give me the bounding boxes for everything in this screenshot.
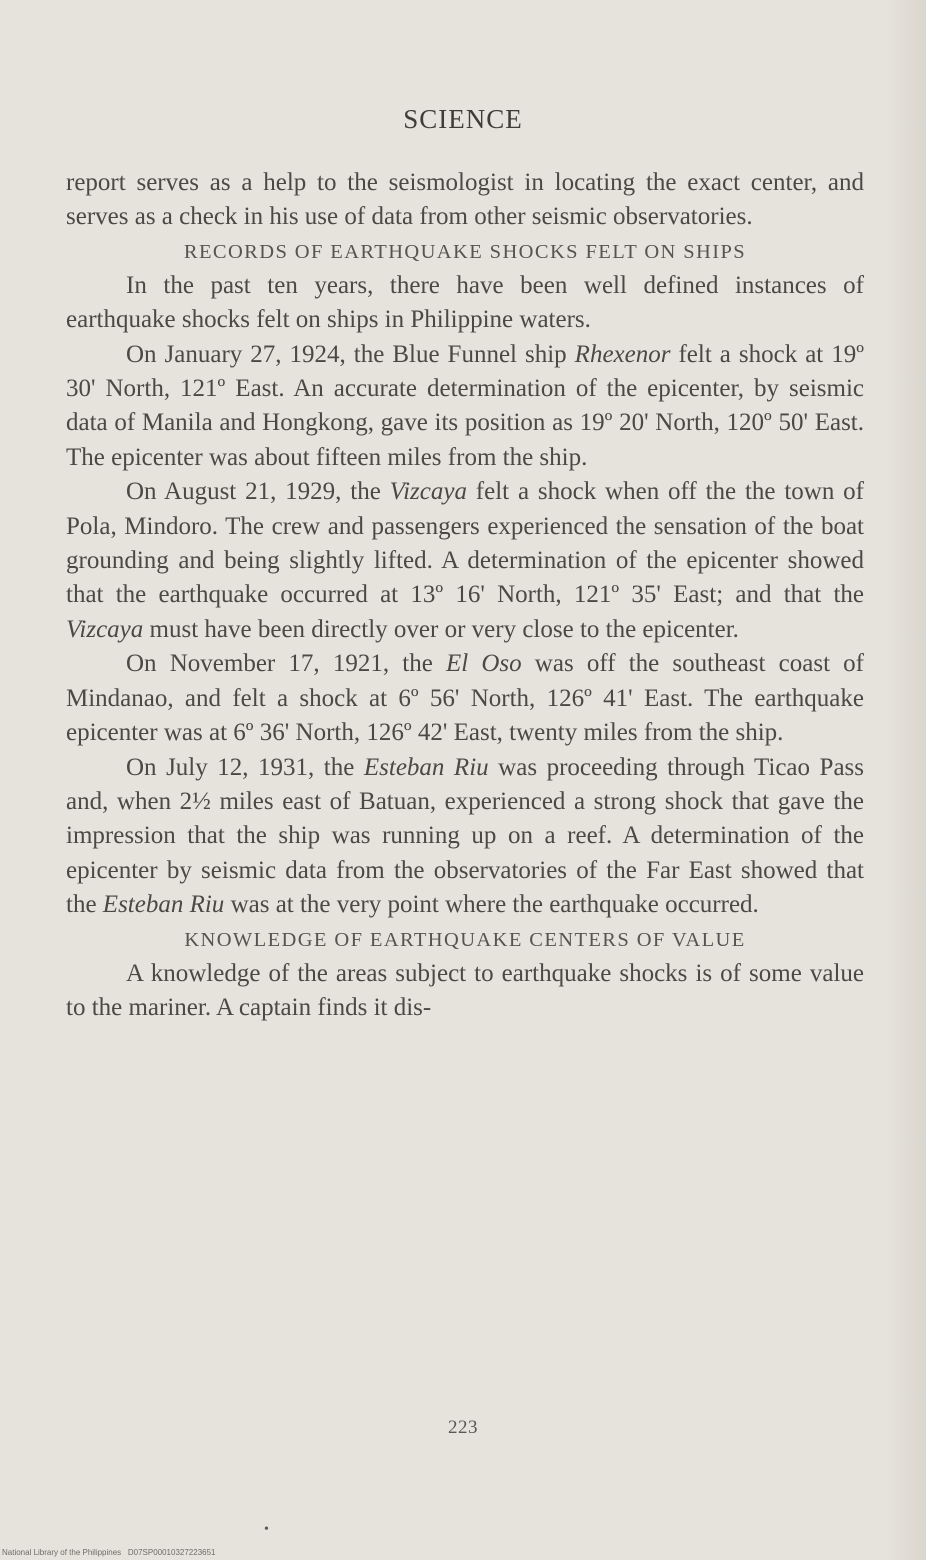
section-heading-records: RECORDS OF EARTHQUAKE SHOCKS FELT ON SHIPS — [183, 240, 747, 263]
stray-mark: • — [264, 1522, 269, 1537]
text-run: must have been directly over or very close to the epicenter. — [143, 615, 739, 643]
page-number: 223 — [448, 1417, 478, 1438]
page-edge-shadow — [886, 0, 926, 1560]
text-run: On January 27, 1924, the Blue Funnel ship — [126, 340, 575, 368]
ship-name: Vizcaya — [66, 615, 144, 643]
scan-credit — [2, 1548, 216, 1557]
paragraph-el-oso — [66, 647, 864, 750]
paragraph-esteban-riu — [66, 751, 864, 923]
paragraph-past-ten-years: In the past ten years, there have been well defined instances of earthquake shocks felt on ships in Philippine waters. — [66, 271, 864, 334]
paragraph-knowledge: A knowledge of the areas subject to earthquake shocks is of some value to the mariner. A captain finds it dis- — [66, 959, 864, 1021]
page-body — [66, 166, 864, 1025]
text-run: was at the very point where the earthquake occurred. — [224, 891, 759, 919]
intro-paragraph: report serves as a help to the seismologist in locating the exact center, and serves as a check in his use of data from other seismic observatories. — [66, 169, 864, 231]
text-run: felt a shock when off the the town of Pola, Mindoro. The crew and passengers experienced the sensation of the boat grounding and being slightly lifted. A determination of the epicenter showed that the earthquake occurred at 13º 16' North, 121º 35' East; and that the — [66, 478, 864, 609]
ship-name: Vizcaya — [389, 478, 467, 506]
ship-name: El Oso — [445, 650, 522, 678]
library-credit: National Library of the Philippines — [2, 1548, 122, 1557]
text-run: On July 12, 1931, the — [126, 753, 364, 781]
scan-identifier: D07SP00010327223651 — [127, 1548, 216, 1557]
text-run: felt a shock at 19º 30' North, 121º East. An accurate determination of the epicenter, by seismic data of Manila and Hongkong, gave its position as 19º 20' North, 120º 50' East. The epicenter was about fifteen miles from the ship. — [66, 340, 864, 471]
paragraph-rhexenor — [66, 338, 864, 476]
running-header: SCIENCE — [403, 104, 523, 134]
text-run: On August 21, 1929, the — [126, 478, 390, 506]
text-run: On November 17, 1921, the — [126, 650, 446, 678]
paragraph-vizcaya — [66, 475, 864, 647]
section-heading-knowledge: KNOWLEDGE OF EARTHQUAKE CENTERS OF VALUE — [184, 928, 746, 951]
ship-name: Esteban Riu — [363, 753, 489, 781]
text-run: was off the southeast coast of Mindanao, and felt a shock at 6º 56' North, 126º 41' East. The earthquake epicenter was at 6º 36' North, 126º 42' East, twenty miles from the ship. — [66, 650, 865, 747]
ship-name: Esteban Riu — [102, 891, 225, 919]
text-run: was proceeding through Ticao Pass and, when 2½ miles east of Batuan, experienced a strong shock that gave the impression that the ship was running up on a reef. A determination of the epicenter by seismic data from the observatories of the Far East showed that the — [66, 753, 864, 919]
ship-name: Rhexenor — [574, 340, 671, 368]
